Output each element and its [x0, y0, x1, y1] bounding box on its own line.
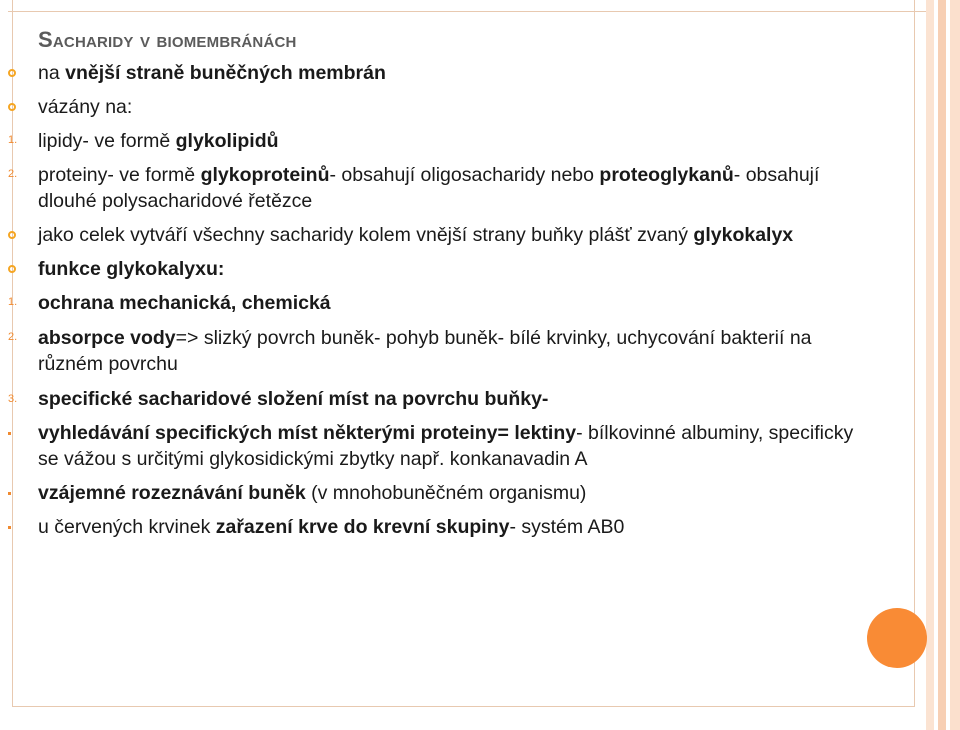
bullet-ring-icon [8, 69, 16, 77]
numbered-line: ochrana mechanická, chemická [38, 292, 331, 314]
numbered-line: absorpce vody=> slizký povrch buněk- pohyb buněk- bílé krvinky, uchycování bakterií na [38, 327, 812, 349]
sub-bullet-line: u červených krvinek zařazení krve do krevní skupiny- systém AB0 [38, 516, 625, 538]
numbered-line-cont: dlouhé polysacharidové řetězce [38, 190, 313, 212]
bullet-line: na vnější straně buněčných membrán [38, 62, 386, 84]
list-number: 3. [8, 393, 18, 405]
numbered-line-cont: různém povrchu [38, 353, 178, 375]
bullet-line: vázány na: [38, 96, 133, 118]
small-dot-icon [8, 492, 11, 495]
list-number: 1. [8, 134, 18, 146]
decorative-stripes [926, 0, 960, 730]
bullet-ring-icon [8, 231, 16, 239]
list-number: 2. [8, 331, 18, 343]
orange-circle-decoration [867, 608, 927, 668]
slide-title: Sacharidy v biomembránách [38, 27, 297, 52]
small-dot-icon [8, 526, 11, 529]
numbered-line: specifické sacharidové složení míst na povrchu buňky- [38, 388, 549, 410]
bullet-line: jako celek vytváří všechny sacharidy kolem vnější strany buňky plášť zvaný glykokalyx [38, 224, 794, 246]
small-dot-icon [8, 432, 11, 435]
stripe [950, 0, 960, 730]
bullet-line: funkce glykokalyxu: [38, 258, 225, 280]
bullet-ring-icon [8, 103, 16, 111]
list-number: 2. [8, 168, 18, 180]
numbered-line: lipidy- ve formě glykolipidů [38, 130, 279, 152]
sub-bullet-line: vyhledávání specifických míst některými proteiny= lektiny- bílkovinné albuminy, specificky [38, 422, 854, 444]
stripe [926, 0, 934, 730]
stripe [938, 0, 946, 730]
list-number: 1. [8, 296, 18, 308]
bullet-ring-icon [8, 265, 16, 273]
sub-bullet-line-cont: se vážou s určitými glykosidickými zbytky např. konkanavadin A [38, 448, 588, 470]
sub-bullet-line: vzájemné rozeznávání buněk (v mnohobuněčném organismu) [38, 482, 587, 504]
numbered-line: proteiny- ve formě glykoproteinů- obsahují oligosacharidy nebo proteoglykanů- obsahují [38, 164, 820, 186]
